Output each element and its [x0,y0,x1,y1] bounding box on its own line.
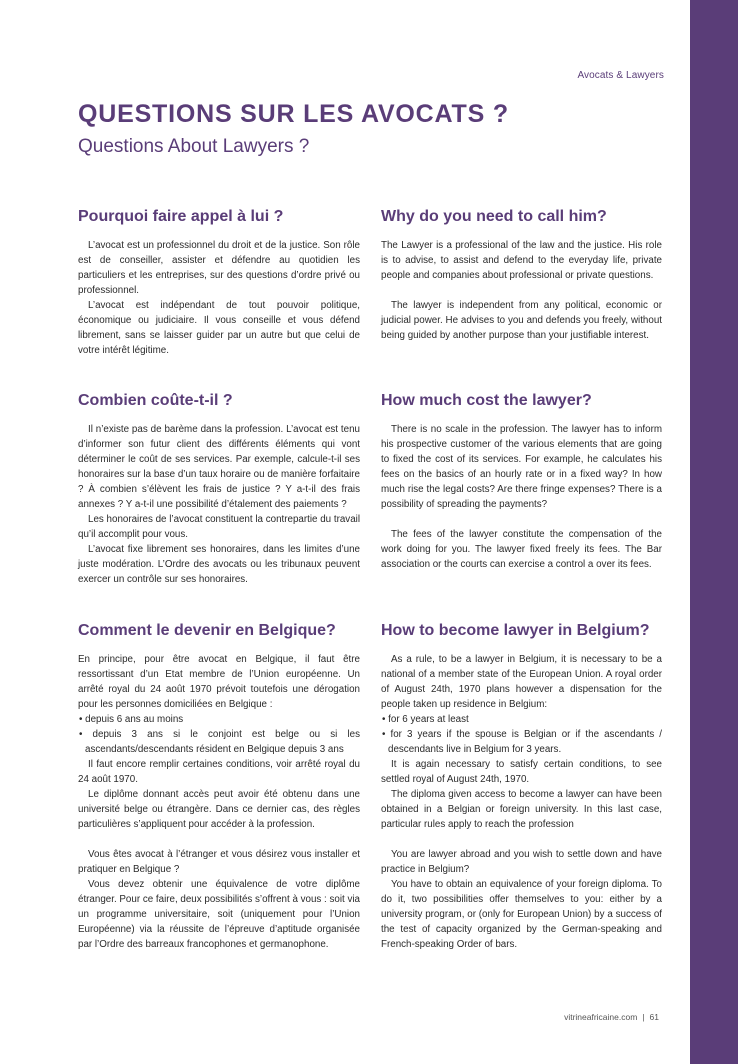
paragraph: There is no scale in the profession. The lawyer has to inform his prospective customer of the various elements that are going to fixed the cost of its services. For example, he calculates his fees on the basics of an hourly rate or in a fixed way? In how much rise the legal costs? Are there fringe expenses? There is a possibility of spreading the payments? [381,424,662,510]
paragraph: Vous devez obtenir une équivalence de votre diplôme étranger. Pour ce faire, deux possibilités s’offrent à vous : soit via un programme universitaire, soit (uniquement pour l’Union Européenne) via la réussite de l’épreuve d’aptitude organisée par l’Ordre des barreaux francophones et germanophone. [78,879,360,950]
paragraph: The diploma given access to become a lawyer can have been obtained in a Belgian or foreign university. In this last case, particular rules apply to reach the profession [381,789,662,830]
page-footer [564,1012,659,1022]
section-heading: Pourquoi faire appel à lui ? [78,208,284,225]
page-number: 61 [649,1012,659,1022]
section-heading: Comment le devenir en Belgique? [78,622,336,639]
paragraph: The fees of the lawyer constitute the compensation of the work doing for you. The lawyer fixed freely its fees. The Bar association or the courts can exercise a control a over its fees. [381,529,662,570]
section-heading: How to become lawyer in Belgium? [381,622,650,639]
paragraph: You are lawyer abroad and you wish to settle down and have practice in Belgium? [381,849,662,875]
section-cost-en [381,392,662,572]
paragraph: L’avocat est indépendant de tout pouvoir politique, économique ou judiciaire. Il vous conseille et vous défend librement, sans se laisser guider par un autre but que celui de votre intérêt légitime. [78,300,360,356]
section-heading: Combien coûte-t-il ? [78,392,233,409]
sidebar-band [690,0,738,1064]
paragraph: L’avocat fixe librement ses honoraires, dans les limites d’une juste modération. L’Ordre des avocats ou les tribunaux peuvent exercer un contrôle sur ses honoraires. [78,544,360,585]
paragraph: It is again necessary to satisfy certain conditions, to see settled royal of August 24th, 1970. [381,759,662,785]
section-heading: Why do you need to call him? [381,208,607,225]
paragraph: Il faut encore remplir certaines conditions, voir arrêté royal du 24 août 1970. [78,759,360,785]
paragraph: The lawyer is independent from any political, economic or judicial power. He advises to you and defends you freely, without being guided by another purpose than your justifiable interest. [381,300,662,341]
paragraph: You have to obtain an equivalence of your foreign diploma. To do it, two possibilities offer themselves to you: either by a university program, or (only for European Union) by a success of the test of capacity organized by the German-speaking and French-speaking Order of bars. [381,879,662,950]
section-become-en [381,622,662,952]
section-why-fr [78,208,360,358]
paragraph: L’avocat est un professionnel du droit et de la justice. Son rôle est de conseiller, assister et défendre au quotidien les particuliers et les entreprises, sur des questions d’ordre privé ou professionnel. [78,240,360,296]
paragraph: Vous êtes avocat à l’étranger et vous désirez vous installer et pratiquer en Belgique ? [78,849,360,875]
page-title: QUESTIONS SUR LES AVOCATS ? [78,100,509,128]
paragraph: Le diplôme donnant accès peut avoir été obtenu dans une université belge ou étrangère. Dans ce dernier cas, des règles particulières s’appliquent pour accéder à la profession. [78,789,360,830]
page-subtitle: Questions About Lawyers ? [78,136,310,157]
footer-separator: | [642,1012,645,1022]
paragraph: En principe, pour être avocat en Belgique, il faut être ressortissant d’un Etat membre de l’Union européenne. Un arrêté royal du 24 août 1970 prévoit toutefois une dérogation pour les personnes domiciliées en Belgique : [78,654,360,710]
bullet-item: • for 6 years at least [382,714,469,725]
section-why-en [381,208,662,343]
bullet-item: • depuis 6 ans au moins [79,714,184,725]
paragraph: Il n’existe pas de barème dans la profession. L’avocat est tenu d’informer son futur client des différents éléments qui vont déterminer le coût de ses services. Par exemple, calcule-t-il ses honoraires sur la base d’un taux horaire ou de manière forfaitaire ? À combien s’élèvent les frais de justice ? Y a-t-il des frais annexes ? Y a-t-il une possibilité d’étalement des paiements ? [78,424,360,510]
footer-site: vitrineafricaine.com [564,1012,638,1022]
paragraph: The Lawyer is a professional of the law and the justice. His role is to advise, to assist and defend to the everyday life, private people and companies about professional or private questions. [381,240,662,281]
bullet-item: • depuis 3 ans si le conjoint est belge ou si les ascendants/descendants résident en Belgique depuis 3 ans [79,729,360,755]
section-heading: How much cost the lawyer? [381,392,592,409]
paragraph: As a rule, to be a lawyer in Belgium, it is necessary to be a national of a member state of the European Union. A royal order of August 24th, 1970 plans however a dispensation for the people taken up residence in Belgium: [381,654,662,710]
section-become-fr [78,622,360,952]
header-tag: Avocats & Lawyers [577,70,664,81]
section-cost-fr [78,392,360,587]
bullet-item: • for 3 years if the spouse is Belgian or if the ascendants / descendants live in Belgium for 3 years. [382,729,662,755]
paragraph: Les honoraires de l’avocat constituent la contrepartie du travail qu’il accomplit pour vous. [78,514,360,540]
